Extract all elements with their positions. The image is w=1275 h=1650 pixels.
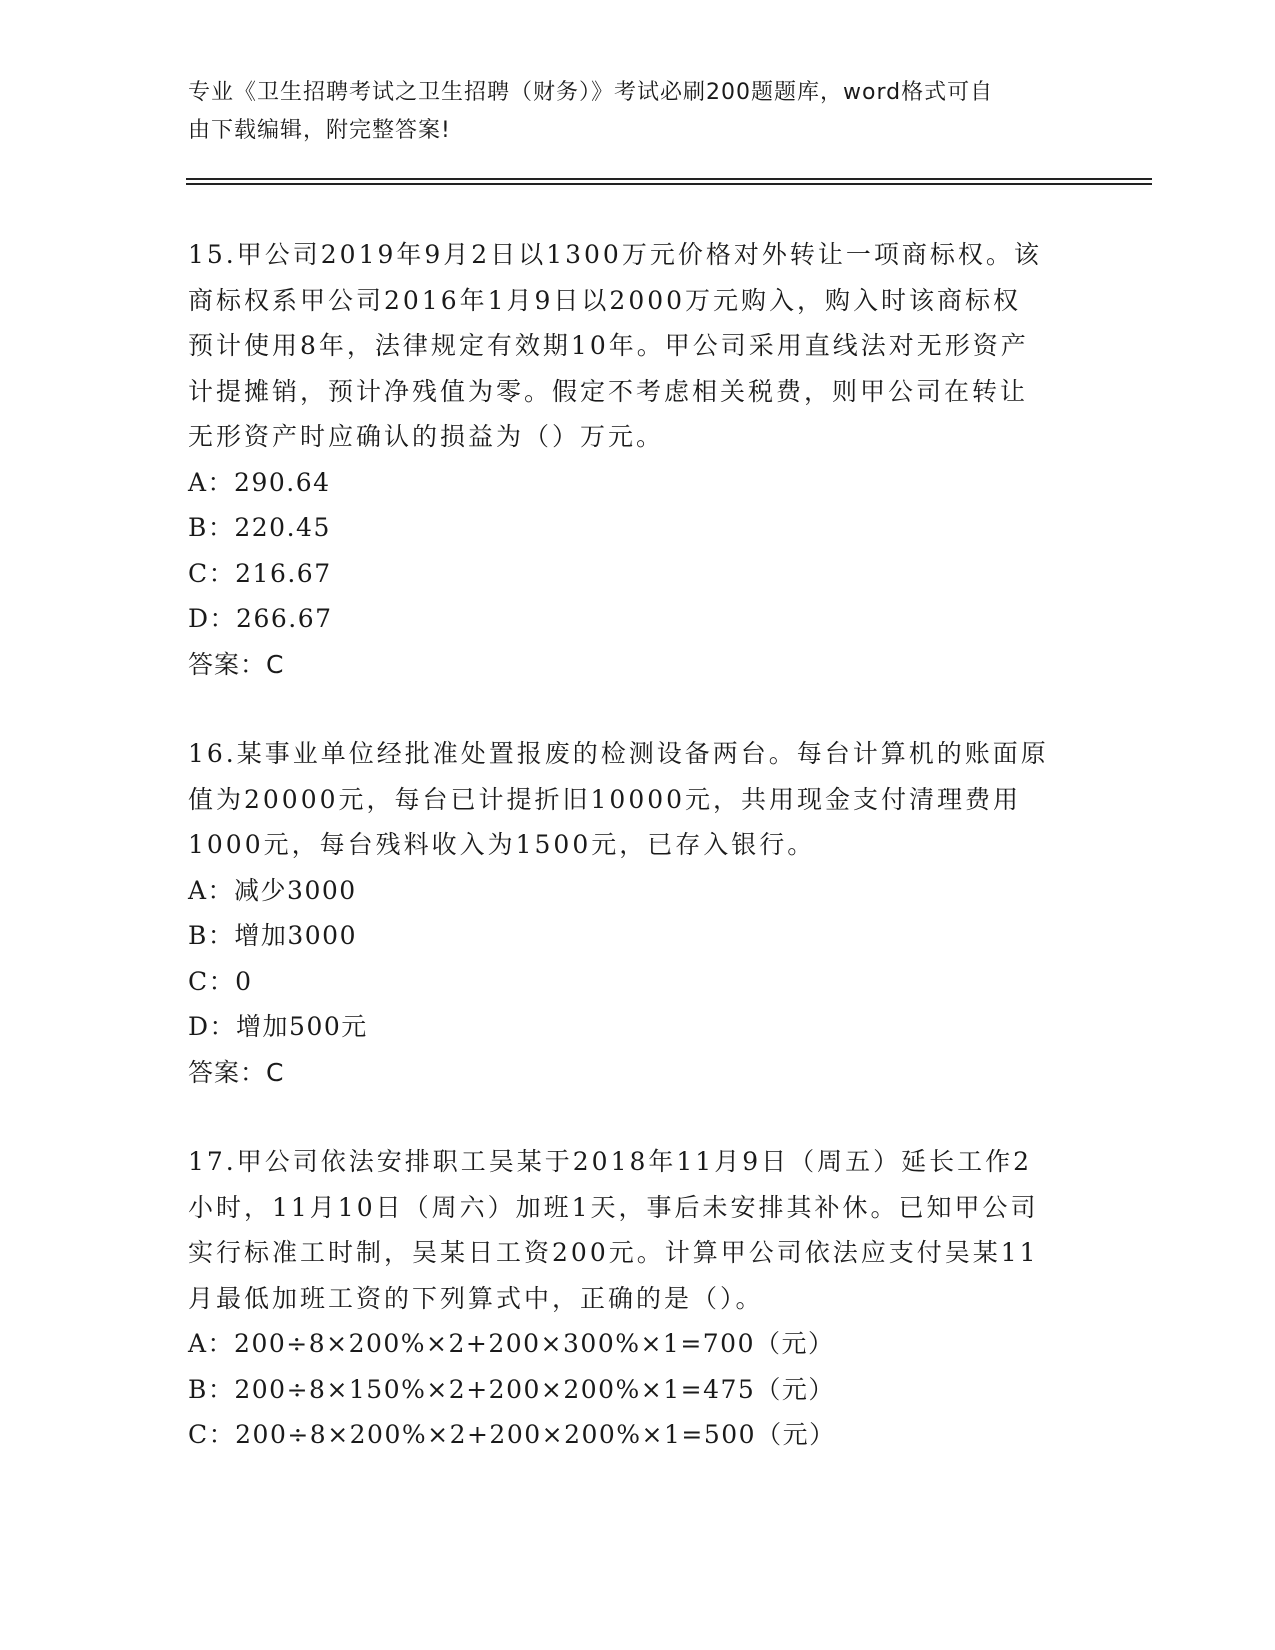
option-c: C：0 [188,966,253,996]
answer: 答案：C [188,649,285,679]
stem-line: 预计使用8年，法律规定有效期10年。甲公司采用直线法对无形资产 [188,331,1029,360]
answer: 答案：C [188,1057,285,1087]
header-line-2: 由下载编辑，附完整答案! [188,118,451,143]
stem-line: 1000元，每台残料收入为1500元，已存入银行。 [188,830,816,859]
header-line-1: 专业《卫生招聘考试之卫生招聘（财务）》考试必刷200题题库，word格式可自 [188,80,994,105]
stem-line: 月最低加班工资的下列算式中，正确的是（）。 [188,1283,764,1313]
option-b: B：增加3000 [188,921,357,950]
option-b: B：200÷8×150%×2+200×200%×1=475（元） [188,1374,835,1404]
question-16 [188,731,1088,1095]
question-stem [188,232,1088,460]
stem-line: 无形资产时应确认的损益为（）万元。 [188,422,665,451]
stem-line: 计提摊销，预计净残值为零。假定不考虑相关税费，则甲公司在转让 [188,376,1029,406]
stem-line: 15.甲公司2019年9月2日以1300万元价格对外转让一项商标权。该 [188,240,1042,269]
stem-line: 值为20000元，每台已计提折旧10000元，共用现金支付清理费用 [188,784,1022,814]
document-header [188,74,1068,150]
stem-line: 小时，11月10日（周六）加班1天，事后未安排其补休。已知甲公司 [188,1192,1039,1222]
header-rule-top [186,178,1152,180]
option-a: A：200÷8×200%×2+200×300%×1=700（元） [188,1329,835,1358]
stem-line: 17.甲公司依法安排职工吴某于2018年11月9日（周五）延长工作2 [188,1147,1033,1176]
stem-line: 实行标准工时制，吴某日工资200元。计算甲公司依法应支付吴某11 [188,1238,1039,1267]
option-a: A：290.64 [188,467,331,497]
stem-line: 16.某事业单位经批准处置报废的检测设备两台。每台计算机的账面原 [188,739,1049,768]
option-d: D：增加500元 [188,1012,368,1041]
question-stem [188,731,1088,868]
option-c: C：216.67 [188,558,332,588]
option-d: D：266.67 [188,604,333,633]
option-c: C：200÷8×200%×2+200×200%×1=500（元） [188,1420,836,1449]
question-list [188,232,1088,1502]
question-17 [188,1139,1088,1458]
option-a: A：减少3000 [188,875,357,905]
question-stem [188,1139,1088,1321]
option-b: B：220.45 [188,513,331,542]
question-15 [188,232,1088,687]
stem-line: 商标权系甲公司2016年1月9日以2000万元购入，购入时该商标权 [188,285,1022,315]
header-rule-bottom [186,183,1152,185]
